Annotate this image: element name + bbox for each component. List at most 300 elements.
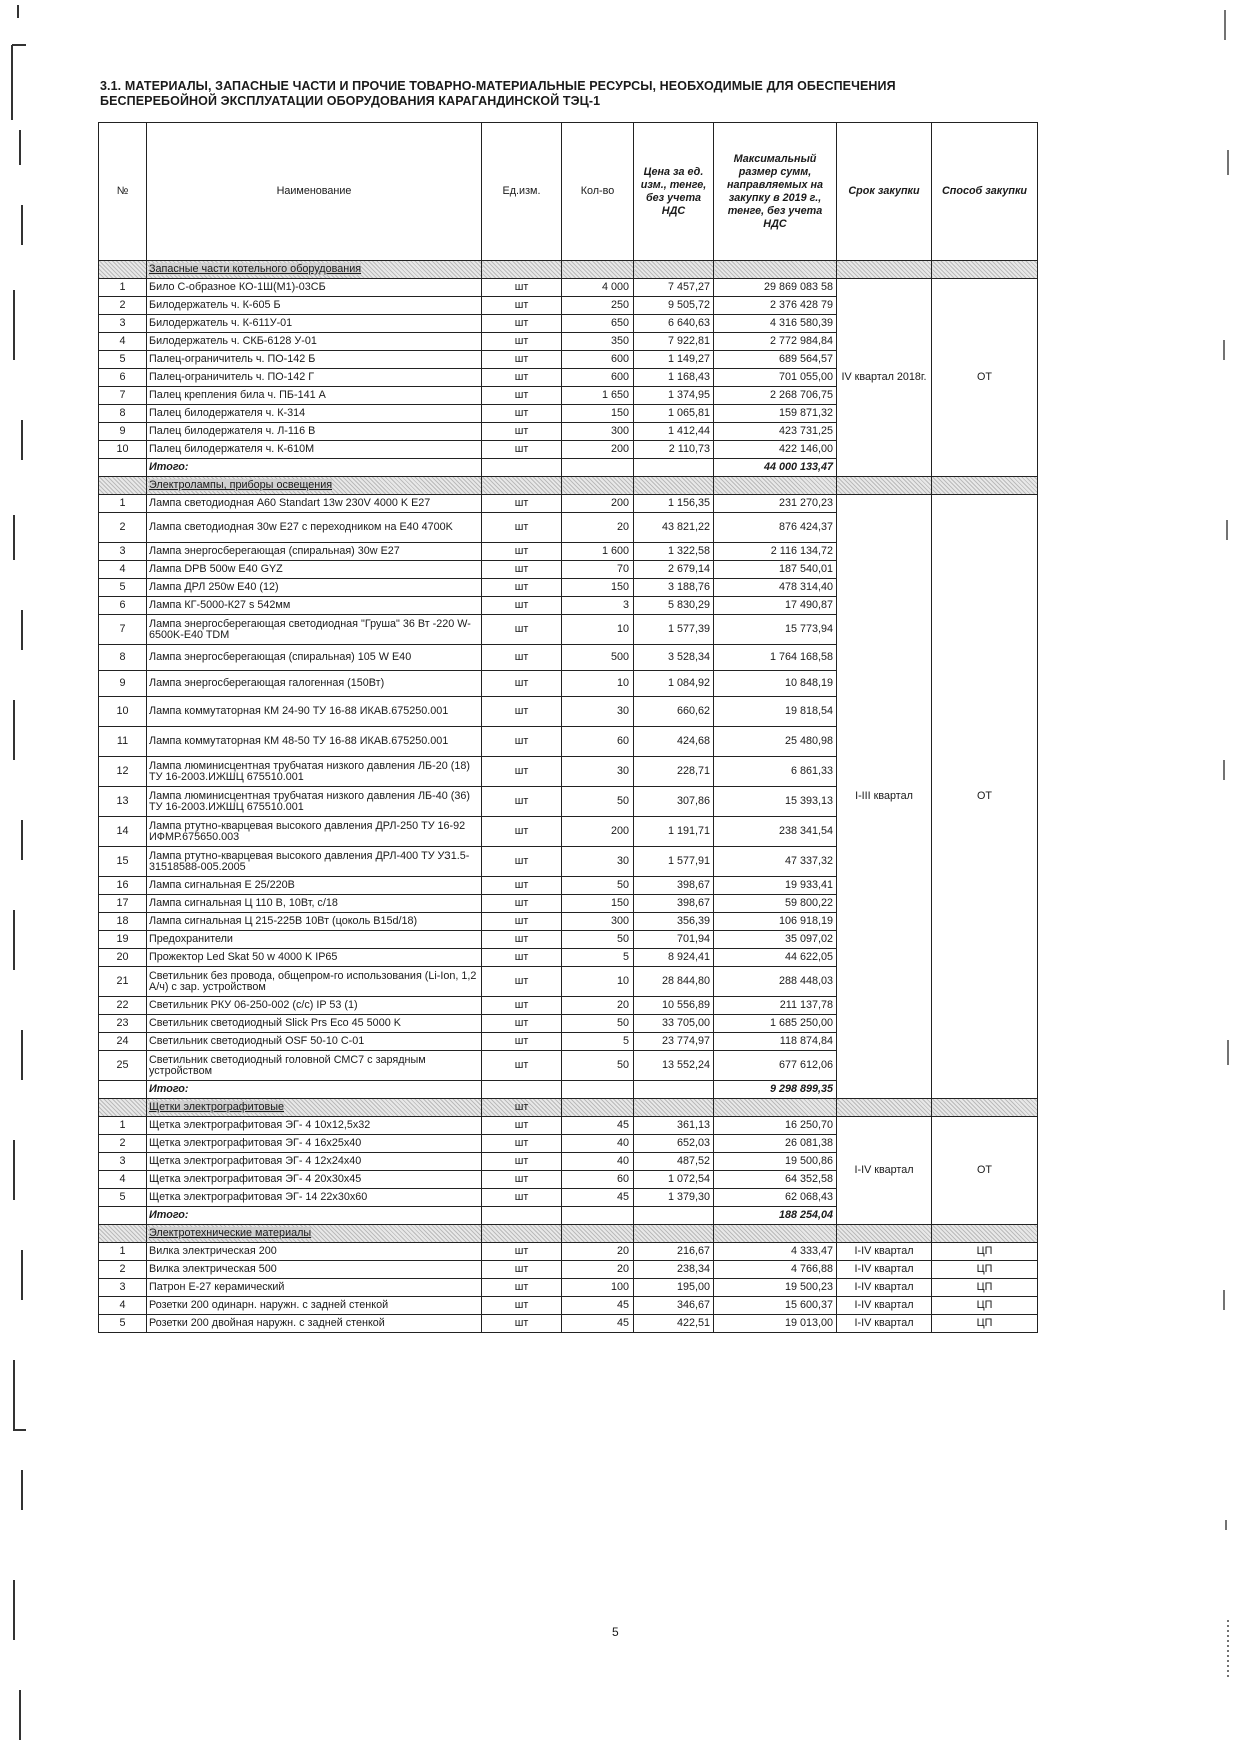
row-quantity: 20 [562, 1243, 634, 1261]
row-sum: 19 500,86 [714, 1153, 837, 1171]
row-unit-price: 13 552,24 [634, 1051, 714, 1081]
section-total-sum: 44 000 133,47 [714, 459, 837, 477]
table-row [99, 1243, 1038, 1261]
section-cell [932, 1225, 1038, 1243]
section-title: Электролампы, приборы освещения [149, 479, 333, 491]
row-unit-price: 1 412,44 [634, 423, 714, 441]
row-quantity: 300 [562, 913, 634, 931]
row-unit: шт [482, 1117, 562, 1135]
row-sum: 17 490,87 [714, 597, 837, 615]
row-unit: шт [482, 931, 562, 949]
row-number: 1 [99, 1243, 147, 1261]
row-number: 9 [99, 671, 147, 697]
row-unit: шт [482, 847, 562, 877]
row-unit-price: 228,71 [634, 757, 714, 787]
table-row [99, 1315, 1038, 1333]
section-cell [932, 261, 1038, 279]
row-unit: шт [482, 967, 562, 997]
row-unit-price: 1 072,54 [634, 1171, 714, 1189]
table-row [99, 1261, 1038, 1279]
row-name: Лампа энергосберегающая (спиральная) 105 W E40 [147, 645, 482, 671]
row-quantity: 45 [562, 1189, 634, 1207]
row-unit-price: 8 924,41 [634, 949, 714, 967]
section-title-cell [147, 1225, 482, 1243]
row-number: 2 [99, 1261, 147, 1279]
row-unit: шт [482, 1171, 562, 1189]
row-sum: 288 448,03 [714, 967, 837, 997]
row-name: Лампа сигнальная E 25/220В [147, 877, 482, 895]
row-unit: шт [482, 997, 562, 1015]
total-empty-cell [562, 1207, 634, 1225]
row-unit-price: 701,94 [634, 931, 714, 949]
row-sum: 701 055,00 [714, 369, 837, 387]
row-number: 4 [99, 561, 147, 579]
row-sum: 876 424,37 [714, 513, 837, 543]
row-sum: 25 480,98 [714, 727, 837, 757]
row-quantity: 200 [562, 441, 634, 459]
row-sum: 1 685 250,00 [714, 1015, 837, 1033]
row-quantity: 650 [562, 315, 634, 333]
row-quantity: 10 [562, 615, 634, 645]
row-unit: шт [482, 1315, 562, 1333]
row-name: Лампа люминисцентная трубчатая низкого давления ЛБ-20 (18) ТУ 16-2003.ИЖШЦ 675510.001 [147, 757, 482, 787]
row-sum: 4 316 580,39 [714, 315, 837, 333]
row-number: 5 [99, 1315, 147, 1333]
row-number: 19 [99, 931, 147, 949]
row-unit: шт [482, 913, 562, 931]
row-quantity: 20 [562, 1261, 634, 1279]
row-unit: шт [482, 877, 562, 895]
row-number: 8 [99, 645, 147, 671]
row-quantity: 60 [562, 727, 634, 757]
row-number: 20 [99, 949, 147, 967]
row-number: 6 [99, 369, 147, 387]
row-name: Щетка электрографитовая ЭГ- 4 20х30х45 [147, 1171, 482, 1189]
total-empty-cell [634, 1081, 714, 1099]
row-unit-price: 7 922,81 [634, 333, 714, 351]
total-empty-cell [562, 1081, 634, 1099]
row-sum: 19 933,41 [714, 877, 837, 895]
row-number: 14 [99, 817, 147, 847]
table-row [99, 1297, 1038, 1315]
row-procurement-term: I-IV квартал [837, 1243, 932, 1261]
row-name: Лампа коммутаторная КМ 48-50 ТУ 16-88 ИКАВ.675250.001 [147, 727, 482, 757]
table-body [99, 261, 1038, 1333]
row-unit-price: 422,51 [634, 1315, 714, 1333]
row-unit: шт [482, 949, 562, 967]
row-number: 9 [99, 423, 147, 441]
row-name: Лампа светодиодная А60 Standart 13w 230V 4000 K E27 [147, 495, 482, 513]
row-name: Вилка электрическая 200 [147, 1243, 482, 1261]
row-name: Лампа коммутаторная КМ 24-90 ТУ 16-88 ИКАВ.675250.001 [147, 697, 482, 727]
row-unit: шт [482, 297, 562, 315]
row-name: Билодержатель ч. СКБ-6128 У-01 [147, 333, 482, 351]
scan-edge-marks [1200, 0, 1240, 1754]
row-unit-price: 216,67 [634, 1243, 714, 1261]
row-unit: шт [482, 1279, 562, 1297]
row-unit: шт [482, 1033, 562, 1051]
row-unit-price: 398,67 [634, 877, 714, 895]
row-name: Светильник РКУ 06-250-002 (с/с) IP 53 (1) [147, 997, 482, 1015]
total-empty-cell [99, 1207, 147, 1225]
row-quantity: 30 [562, 847, 634, 877]
row-sum: 118 874,84 [714, 1033, 837, 1051]
row-name: Щетка электрографитовая ЭГ- 4 10х12,5х32 [147, 1117, 482, 1135]
row-sum: 26 081,38 [714, 1135, 837, 1153]
section-cell [714, 1099, 837, 1117]
row-quantity: 300 [562, 423, 634, 441]
row-unit: шт [482, 351, 562, 369]
row-unit: шт [482, 513, 562, 543]
row-unit: шт [482, 671, 562, 697]
header-number: № [99, 123, 147, 261]
section-procurement-term: IV квартал 2018г. [837, 279, 932, 477]
row-number: 15 [99, 847, 147, 877]
title-line-2: БЕСПЕРЕБОЙНОЙ ЭКСПЛУАТАЦИИ ОБОРУДОВАНИЯ КАРАГАНДИНСКОЙ ТЭЦ-1 [100, 94, 601, 108]
row-quantity: 200 [562, 495, 634, 513]
row-unit: шт [482, 697, 562, 727]
section-cell [634, 261, 714, 279]
row-number: 4 [99, 333, 147, 351]
row-sum: 35 097,02 [714, 931, 837, 949]
section-cell [99, 261, 147, 279]
section-unit-cell [482, 1225, 562, 1243]
section-cell [562, 1225, 634, 1243]
row-sum: 4 333,47 [714, 1243, 837, 1261]
row-name: Палец билодержателя ч. Л-116 В [147, 423, 482, 441]
row-quantity: 70 [562, 561, 634, 579]
row-unit-price: 1 379,30 [634, 1189, 714, 1207]
row-number: 21 [99, 967, 147, 997]
row-sum: 187 540,01 [714, 561, 837, 579]
row-name: Лампа ртутно-кварцевая высокого давления ДРЛ-400 ТУ УЗ1.5-31518588-005.2005 [147, 847, 482, 877]
row-name: Лампа люминисцентная трубчатая низкого давления ЛБ-40 (36) ТУ 16-2003.ИЖШЦ 675510.001 [147, 787, 482, 817]
total-empty-cell [482, 1207, 562, 1225]
row-name: Лампа энергосберегающая (спиральная) 30w E27 [147, 543, 482, 561]
row-sum: 422 146,00 [714, 441, 837, 459]
row-quantity: 50 [562, 931, 634, 949]
total-empty-cell [482, 459, 562, 477]
row-unit-price: 346,67 [634, 1297, 714, 1315]
row-number: 22 [99, 997, 147, 1015]
row-name: Палец-ограничитель ч. ПО-142 Б [147, 351, 482, 369]
header-procurement-term: Срок закупки [837, 123, 932, 261]
row-unit: шт [482, 787, 562, 817]
section-cell [932, 477, 1038, 495]
document-title [100, 79, 1000, 109]
section-cell [562, 1099, 634, 1117]
row-unit: шт [482, 1189, 562, 1207]
total-empty-cell [634, 459, 714, 477]
section-cell [562, 477, 634, 495]
row-unit: шт [482, 727, 562, 757]
row-unit: шт [482, 1051, 562, 1081]
row-quantity: 45 [562, 1315, 634, 1333]
row-name: Лампа энергосберегающая светодиодная "Груша" 36 Вт -220 W-6500K-E40 TDM [147, 615, 482, 645]
row-unit-price: 5 830,29 [634, 597, 714, 615]
row-sum: 2 116 134,72 [714, 543, 837, 561]
row-procurement-method: ЦП [932, 1279, 1038, 1297]
table-row [99, 1117, 1038, 1135]
section-header-row [99, 1099, 1038, 1117]
row-unit: шт [482, 895, 562, 913]
row-number: 3 [99, 1279, 147, 1297]
row-name: Светильник светодиодный головной СМС7 с зарядным устройством [147, 1051, 482, 1081]
row-unit-price: 2 679,14 [634, 561, 714, 579]
row-unit-price: 356,39 [634, 913, 714, 931]
section-unit-cell [482, 477, 562, 495]
row-number: 6 [99, 597, 147, 615]
row-name: Прожектор Led Skat 50 w 4000 K IP65 [147, 949, 482, 967]
row-number: 2 [99, 513, 147, 543]
row-name: Светильник светодиодный OSF 50-10 С-01 [147, 1033, 482, 1051]
row-unit-price: 1 168,43 [634, 369, 714, 387]
row-quantity: 30 [562, 757, 634, 787]
row-name: Щетка электрографитовая ЭГ- 4 12х24х40 [147, 1153, 482, 1171]
table-row [99, 495, 1038, 513]
row-procurement-method: ЦП [932, 1243, 1038, 1261]
row-number: 2 [99, 1135, 147, 1153]
section-cell [634, 1225, 714, 1243]
page-number: 5 [612, 1625, 619, 1639]
row-unit: шт [482, 441, 562, 459]
section-procurement-term: I-III квартал [837, 495, 932, 1099]
procurement-table [98, 122, 1038, 1333]
row-name: Патрон Е-27 керамический [147, 1279, 482, 1297]
row-number: 12 [99, 757, 147, 787]
row-quantity: 3 [562, 597, 634, 615]
row-number: 7 [99, 387, 147, 405]
total-label: Итого: [147, 1207, 482, 1225]
section-title: Запасные части котельного оборудования [149, 263, 362, 275]
row-name: Щетка электрографитовая ЭГ- 4 16х25х40 [147, 1135, 482, 1153]
section-procurement-method: ОТ [932, 279, 1038, 477]
row-sum: 159 871,32 [714, 405, 837, 423]
row-sum: 15 773,94 [714, 615, 837, 645]
row-quantity: 50 [562, 1015, 634, 1033]
row-number: 7 [99, 615, 147, 645]
row-unit-price: 3 188,76 [634, 579, 714, 597]
row-unit-price: 660,62 [634, 697, 714, 727]
row-number: 1 [99, 495, 147, 513]
title-line-1: 3.1. МАТЕРИАЛЫ, ЗАПАСНЫЕ ЧАСТИ И ПРОЧИЕ ТОВАРНО-МАТЕРИАЛЬНЫЕ РЕСУРСЫ, НЕОБХОДИМЫЕ ДЛЯ ОБЕСПЕЧЕНИЯ [100, 79, 896, 93]
row-name: Розетки 200 двойная наружн. с задней стенкой [147, 1315, 482, 1333]
row-name: Палец билодержателя ч. К-314 [147, 405, 482, 423]
section-title: Щетки электрографитовые [149, 1101, 285, 1113]
row-procurement-term: I-IV квартал [837, 1315, 932, 1333]
row-name: Лампа ртутно-кварцевая высокого давления ДРЛ-250 ТУ 16-92 ИФМР.675650.003 [147, 817, 482, 847]
section-title: Электротехнические материалы [149, 1227, 312, 1239]
row-number: 3 [99, 1153, 147, 1171]
row-sum: 423 731,25 [714, 423, 837, 441]
section-procurement-method: ОТ [932, 1117, 1038, 1225]
row-unit: шт [482, 495, 562, 513]
table-row [99, 279, 1038, 297]
row-number: 10 [99, 697, 147, 727]
row-unit: шт [482, 1243, 562, 1261]
row-procurement-term: I-IV квартал [837, 1279, 932, 1297]
row-number: 24 [99, 1033, 147, 1051]
section-title-cell [147, 1099, 482, 1117]
row-unit: шт [482, 279, 562, 297]
section-total-sum: 188 254,04 [714, 1207, 837, 1225]
row-procurement-method: ЦП [932, 1297, 1038, 1315]
row-unit: шт [482, 369, 562, 387]
row-quantity: 600 [562, 351, 634, 369]
section-cell [714, 477, 837, 495]
header-unit-price: Цена за ед. изм., тенге, без учета НДС [634, 123, 714, 261]
row-sum: 478 314,40 [714, 579, 837, 597]
row-quantity: 10 [562, 671, 634, 697]
row-unit-price: 7 457,27 [634, 279, 714, 297]
row-sum: 106 918,19 [714, 913, 837, 931]
row-unit: шт [482, 405, 562, 423]
row-unit-price: 361,13 [634, 1117, 714, 1135]
row-unit-price: 307,86 [634, 787, 714, 817]
header-unit: Ед.изм. [482, 123, 562, 261]
section-cell [99, 1099, 147, 1117]
row-unit: шт [482, 315, 562, 333]
section-total-sum: 9 298 899,35 [714, 1081, 837, 1099]
row-number: 13 [99, 787, 147, 817]
row-number: 10 [99, 441, 147, 459]
row-sum: 19 500,23 [714, 1279, 837, 1297]
section-cell [837, 1099, 932, 1117]
row-quantity: 1 600 [562, 543, 634, 561]
row-unit: шт [482, 579, 562, 597]
row-number: 17 [99, 895, 147, 913]
row-sum: 16 250,70 [714, 1117, 837, 1135]
row-number: 1 [99, 279, 147, 297]
row-number: 25 [99, 1051, 147, 1081]
row-sum: 6 861,33 [714, 757, 837, 787]
total-label: Итого: [147, 1081, 482, 1099]
row-sum: 211 137,78 [714, 997, 837, 1015]
row-sum: 62 068,43 [714, 1189, 837, 1207]
row-number: 4 [99, 1171, 147, 1189]
row-quantity: 50 [562, 877, 634, 895]
row-quantity: 500 [562, 645, 634, 671]
row-unit-price: 238,34 [634, 1261, 714, 1279]
row-sum: 4 766,88 [714, 1261, 837, 1279]
row-sum: 689 564,57 [714, 351, 837, 369]
row-unit-price: 1 149,27 [634, 351, 714, 369]
row-quantity: 4 000 [562, 279, 634, 297]
row-quantity: 40 [562, 1153, 634, 1171]
row-number: 5 [99, 1189, 147, 1207]
row-unit-price: 2 110,73 [634, 441, 714, 459]
row-sum: 15 393,13 [714, 787, 837, 817]
total-empty-cell [99, 1081, 147, 1099]
section-cell [99, 477, 147, 495]
row-number: 18 [99, 913, 147, 931]
row-unit: шт [482, 423, 562, 441]
row-sum: 231 270,23 [714, 495, 837, 513]
row-unit: шт [482, 1297, 562, 1315]
row-unit-price: 424,68 [634, 727, 714, 757]
row-unit-price: 1 191,71 [634, 817, 714, 847]
total-label: Итого: [147, 459, 482, 477]
section-cell [714, 261, 837, 279]
row-name: Вилка электрическая 500 [147, 1261, 482, 1279]
section-header-row [99, 477, 1038, 495]
row-unit-price: 652,03 [634, 1135, 714, 1153]
row-unit: шт [482, 1135, 562, 1153]
row-unit-price: 1 322,58 [634, 543, 714, 561]
row-sum: 2 376 428 79 [714, 297, 837, 315]
row-unit: шт [482, 1261, 562, 1279]
section-cell [837, 477, 932, 495]
total-empty-cell [99, 459, 147, 477]
row-unit-price: 10 556,89 [634, 997, 714, 1015]
row-procurement-method: ЦП [932, 1261, 1038, 1279]
section-procurement-method: ОТ [932, 495, 1038, 1099]
row-number: 3 [99, 315, 147, 333]
row-sum: 677 612,06 [714, 1051, 837, 1081]
section-cell [634, 477, 714, 495]
row-unit-price: 1 065,81 [634, 405, 714, 423]
total-empty-cell [634, 1207, 714, 1225]
row-name: Светильник светодиодный Slick Prs Eco 45 5000 K [147, 1015, 482, 1033]
row-name: Палец крепления била ч. ПБ-141 А [147, 387, 482, 405]
row-quantity: 5 [562, 1033, 634, 1051]
total-empty-cell [562, 459, 634, 477]
row-procurement-term: I-IV квартал [837, 1297, 932, 1315]
row-quantity: 200 [562, 817, 634, 847]
row-quantity: 30 [562, 697, 634, 727]
row-unit-price: 6 640,63 [634, 315, 714, 333]
total-empty-cell [482, 1081, 562, 1099]
row-sum: 15 600,37 [714, 1297, 837, 1315]
row-number: 16 [99, 877, 147, 895]
row-quantity: 40 [562, 1135, 634, 1153]
row-quantity: 45 [562, 1297, 634, 1315]
section-cell [634, 1099, 714, 1117]
row-unit: шт [482, 333, 562, 351]
row-unit: шт [482, 543, 562, 561]
row-unit: шт [482, 615, 562, 645]
row-name: Предохранители [147, 931, 482, 949]
row-sum: 64 352,58 [714, 1171, 837, 1189]
row-unit-price: 398,67 [634, 895, 714, 913]
row-name: Билодержатель ч. К-605 Б [147, 297, 482, 315]
row-quantity: 100 [562, 1279, 634, 1297]
section-title-cell [147, 477, 482, 495]
row-quantity: 60 [562, 1171, 634, 1189]
header-quantity: Кол-во [562, 123, 634, 261]
row-name: Лампа энергосберегающая галогенная (150Вт) [147, 671, 482, 697]
section-header-row [99, 1225, 1038, 1243]
row-sum: 44 622,05 [714, 949, 837, 967]
row-procurement-term: I-IV квартал [837, 1261, 932, 1279]
section-cell [837, 261, 932, 279]
header-name: Наименование [147, 123, 482, 261]
row-unit: шт [482, 1153, 562, 1171]
binder-hole-marks [0, 0, 60, 1754]
row-quantity: 50 [562, 1051, 634, 1081]
row-name: Лампа светодиодная 30w E27 с переходником на E40 4700K [147, 513, 482, 543]
row-sum: 10 848,19 [714, 671, 837, 697]
row-sum: 59 800,22 [714, 895, 837, 913]
section-unit-cell: шт [482, 1099, 562, 1117]
row-unit-price: 23 774,97 [634, 1033, 714, 1051]
row-name: Лампа DPB 500w E40 GYZ [147, 561, 482, 579]
row-number: 5 [99, 579, 147, 597]
section-cell [99, 1225, 147, 1243]
row-number: 8 [99, 405, 147, 423]
row-unit-price: 9 505,72 [634, 297, 714, 315]
row-unit-price: 1 084,92 [634, 671, 714, 697]
